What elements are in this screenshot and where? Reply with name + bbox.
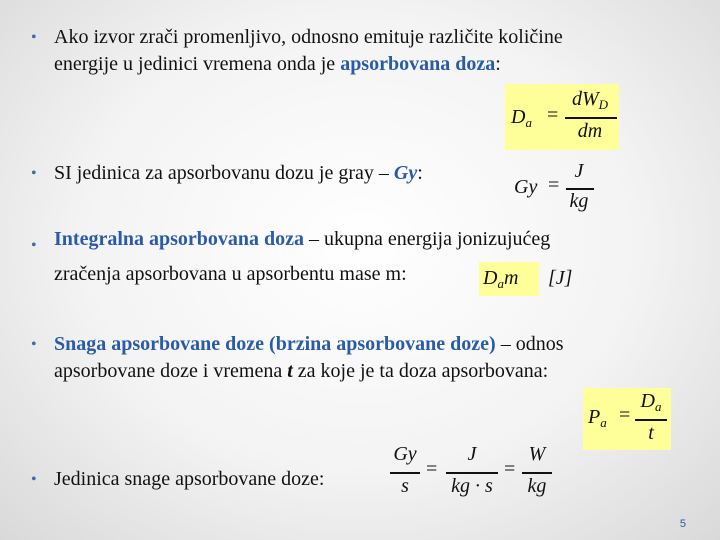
formula-dose-rate: $P_a$ = $D_a$ t — [583, 388, 671, 450]
term-gy: Gy — [393, 162, 418, 184]
bullet-1-line-1: Ako izvor zrači promenljivo, odnosno emituje različite količine — [54, 26, 563, 48]
bullet-1-line-2: energije u jedinici vremena onda je apsorbovana doza: — [54, 53, 501, 75]
bullet-dot: • — [31, 29, 37, 46]
term-apsorbovana-doza: apsorbovana doza — [340, 53, 496, 75]
slide: • Ako izvor zrači promenljivo, odnosno emituje različite količine energije u jedinici vremena onda je apsorbovana doza: $D_a$ = $dW_D$ dm • SI jedinica za apsorbovanu dozu je gray – Gy: Gy = J kg • Integralna apsorbovana doza – ukupna energija jonizujućeg zračenja apsorbovana u apsorbentu mase m: $D_am$ [J] • Snaga apsorbovane doze (brzina apsorbovane doze) – odnos apsorbovane doze i vremena t za koje je ta doza apsorbovana: $P_a$ = $D_a$ t • Jedinica snage apsorbovane doze: Gy s = J kg · s = W kg 5 — [0, 0, 720, 540]
bullet-4-line-2: apsorbovane doze i vremena t za koje je ta doza apsorbovana: — [54, 360, 549, 382]
bullet-dot: • — [31, 237, 37, 254]
bullet-dot: • — [31, 165, 37, 182]
term-snaga-doze: Snaga apsorbovane doze (brzina apsorbovane doze) — [54, 333, 496, 355]
bullet-3-line-1: Integralna apsorbovana doza – ukupna energija jonizujućeg — [54, 228, 551, 250]
bullet-dot: • — [31, 336, 37, 353]
formula-integral-dose-unit: [J] — [548, 267, 573, 289]
formula-dose-rate-unit: Gy s = J kg · s = W kg — [388, 443, 558, 505]
term-integralna-doza: Integralna apsorbovana doza — [54, 228, 305, 250]
formula-absorbed-dose: $D_a$ = $dW_D$ dm — [505, 84, 619, 150]
bullet-dot: • — [31, 471, 37, 488]
formula-integral-dose-term: $D_am$ — [479, 262, 539, 296]
page-number: 5 — [679, 518, 686, 530]
bullet-3-line-2: zračenja apsorbovana u apsorbentu mase m: — [54, 263, 407, 285]
bullet-4-line-1: Snaga apsorbovane doze (brzina apsorbovane doze) – odnos — [54, 333, 564, 355]
formula-gray-unit: Gy = J kg — [514, 160, 594, 220]
